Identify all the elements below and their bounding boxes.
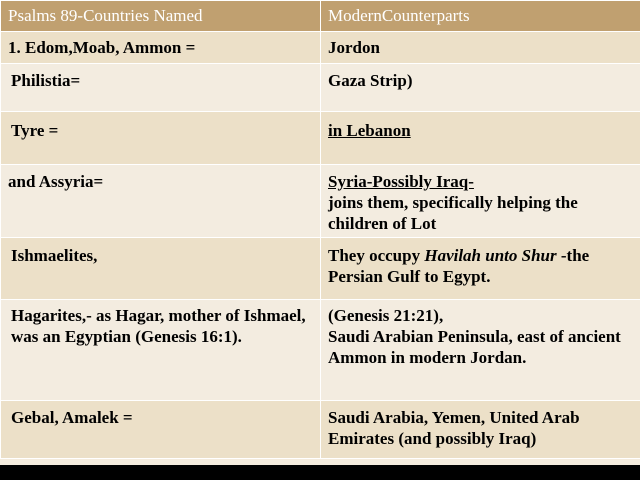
- cell-ancient-name: and Assyria=: [1, 165, 321, 238]
- table-row: [1, 32, 640, 64]
- header-countries-named: Psalms 89-Countries Named: [1, 1, 321, 32]
- header-modern-counterparts: ModernCounterparts: [321, 1, 640, 32]
- cell-modern-name: [321, 300, 640, 401]
- table-row: [1, 401, 640, 459]
- cell-modern-name: [321, 238, 640, 300]
- cell-ancient-name: Hagarites,- as Hagar, mother of Ishmael, was an Egyptian (Genesis 16:1).: [1, 300, 321, 401]
- text-segment: -the Persian Gulf to Egypt.: [328, 246, 590, 286]
- cell-ancient-name: Ishmaelites,: [1, 238, 321, 300]
- cell-modern-name: [321, 112, 640, 165]
- table-header-row: [1, 1, 640, 32]
- table-row: [1, 300, 640, 401]
- text-segment: They occupy: [328, 246, 425, 265]
- cell-modern-detail: joins them, specifically helping the children of Lot: [328, 193, 578, 233]
- table-row: [1, 238, 640, 300]
- table-row: [1, 112, 640, 165]
- table-row: [1, 165, 640, 238]
- syria-link-text[interactable]: Syria-Possibly Iraq-: [328, 172, 474, 191]
- lebanon-link-text[interactable]: in Lebanon: [328, 121, 411, 140]
- text-segment: (Genesis 21:21),: [328, 306, 444, 325]
- table-row: [1, 64, 640, 112]
- cell-ancient-name: 1. Edom,Moab, Ammon =: [1, 32, 321, 64]
- cell-ancient-name: Philistia=: [1, 64, 321, 112]
- text-segment: Saudi Arabian Peninsula, east of ancient Ammon in modern Jordan.: [328, 327, 621, 367]
- cell-modern-name: Gaza Strip): [321, 64, 640, 112]
- cell-ancient-name: Gebal, Amalek =: [1, 401, 321, 459]
- cell-modern-name: Jordon: [321, 32, 640, 64]
- cell-modern-name: Saudi Arabia, Yemen, United Arab Emirates (and possibly Iraq): [321, 401, 640, 459]
- cell-ancient-name: Tyre =: [1, 112, 321, 165]
- cell-modern-name: [321, 165, 640, 238]
- bottom-bar: [0, 465, 640, 480]
- italic-place-name: Havilah unto Shur: [424, 246, 557, 265]
